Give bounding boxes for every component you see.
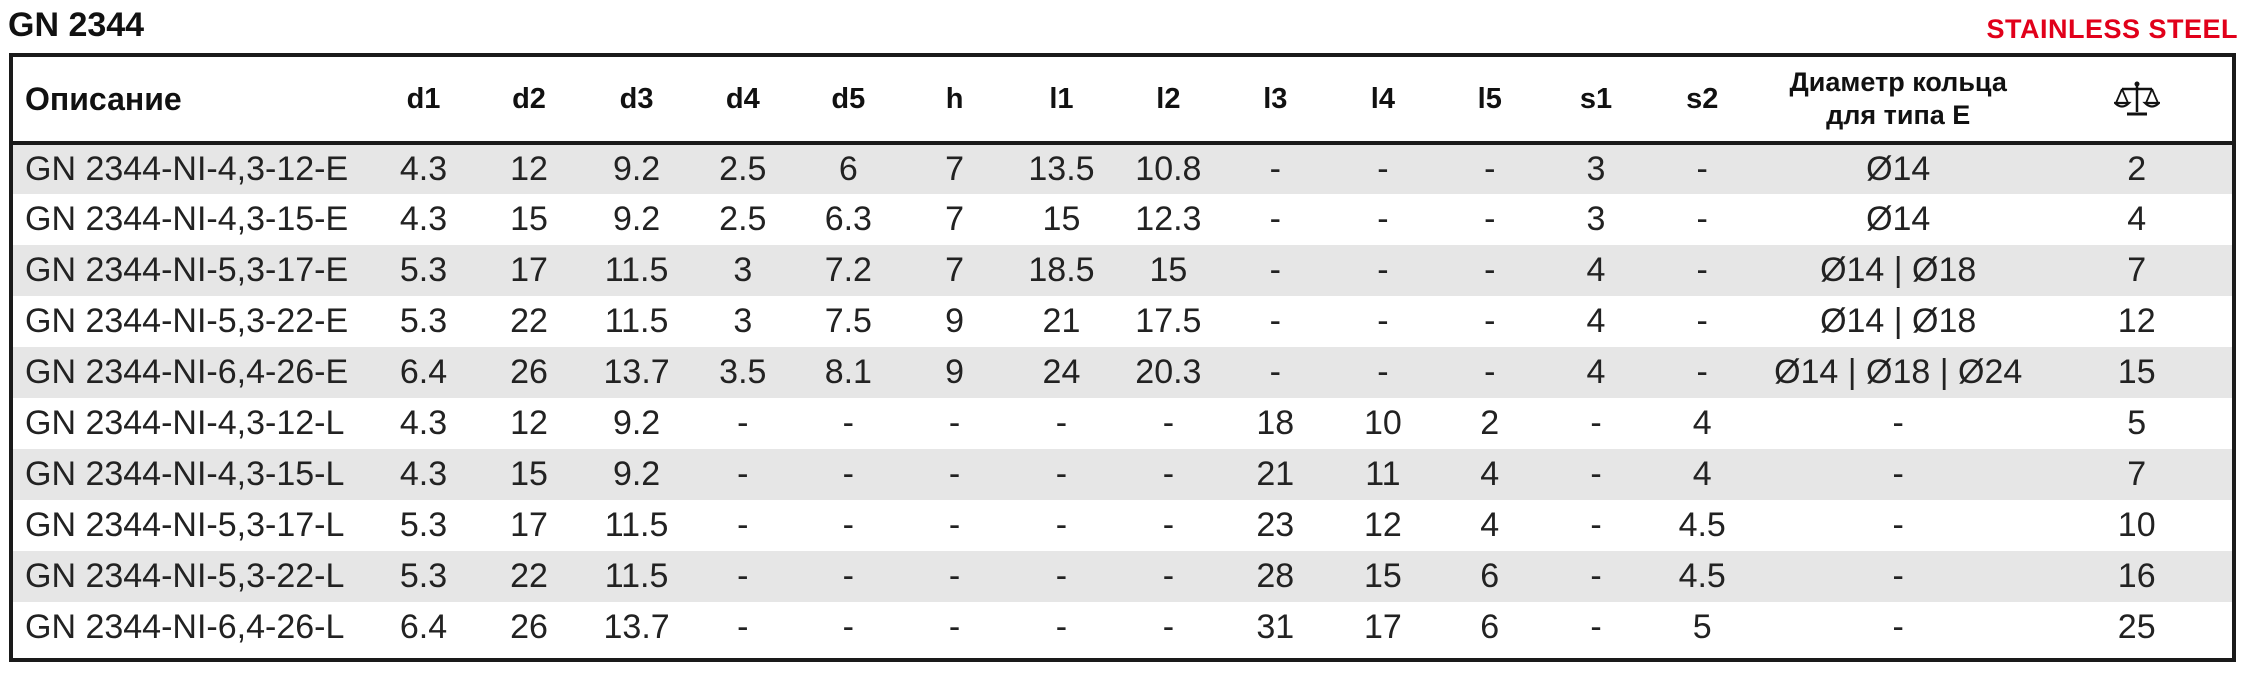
column-header-d3: d3 [583, 57, 690, 143]
cell-s1: 4 [1543, 347, 1650, 398]
column-header-ring-diameter [1755, 57, 2041, 143]
column-header-s2: s2 [1649, 57, 1755, 143]
cell-l4: - [1329, 245, 1437, 296]
cell-d3: 11.5 [583, 551, 690, 602]
cell-d5: 7.2 [796, 245, 902, 296]
table-row [13, 602, 2232, 653]
ring-header-line-2: для типа E [1826, 100, 1971, 130]
cell-l2: - [1115, 449, 1222, 500]
column-header-s1: s1 [1543, 57, 1650, 143]
cell-ring-diameter: - [1755, 449, 2041, 500]
cell-weight: 25 [2041, 602, 2232, 653]
cell-weight: 12 [2041, 296, 2232, 347]
cell-l4: 11 [1329, 449, 1437, 500]
cell-l3: - [1222, 194, 1329, 245]
table-row [13, 500, 2232, 551]
cell-d1: 5.3 [372, 296, 475, 347]
column-header-l4: l4 [1329, 57, 1437, 143]
cell-l5: 6 [1437, 551, 1543, 602]
cell-weight: 10 [2041, 500, 2232, 551]
cell-weight: 5 [2041, 398, 2232, 449]
cell-d3: 11.5 [583, 500, 690, 551]
cell-d1: 4.3 [372, 194, 475, 245]
cell-d2: 22 [475, 551, 583, 602]
cell-d2: 15 [475, 449, 583, 500]
cell-d1: 4.3 [372, 398, 475, 449]
cell-description: GN 2344-NI-6,4-26-L [13, 602, 372, 653]
cell-d4: - [690, 449, 796, 500]
cell-weight: 7 [2041, 449, 2232, 500]
cell-s1: - [1543, 449, 1650, 500]
cell-ring-diameter: Ø14 | Ø18 [1755, 245, 2041, 296]
cell-d5: - [796, 602, 902, 653]
cell-l4: - [1329, 296, 1437, 347]
cell-weight: 2 [2041, 143, 2232, 194]
cell-d4: - [690, 500, 796, 551]
table-body [13, 143, 2232, 653]
cell-ring-diameter: - [1755, 602, 2041, 653]
cell-d3: 13.7 [583, 602, 690, 653]
cell-l5: - [1437, 245, 1543, 296]
cell-l4: - [1329, 143, 1437, 194]
material-label: STAINLESS STEEL [1986, 14, 2238, 44]
cell-l1: 15 [1008, 194, 1115, 245]
cell-l2: 20.3 [1115, 347, 1222, 398]
cell-h: - [901, 551, 1008, 602]
cell-weight: 15 [2041, 347, 2232, 398]
cell-d4: 3.5 [690, 347, 796, 398]
cell-h: - [901, 449, 1008, 500]
cell-d2: 12 [475, 143, 583, 194]
cell-ring-diameter: Ø14 | Ø18 [1755, 296, 2041, 347]
cell-description: GN 2344-NI-5,3-22-L [13, 551, 372, 602]
cell-s1: - [1543, 551, 1650, 602]
cell-d4: 3 [690, 245, 796, 296]
cell-l4: 12 [1329, 500, 1437, 551]
cell-description: GN 2344-NI-4,3-15-E [13, 194, 372, 245]
column-header-description: Описание [13, 57, 372, 143]
table-row [13, 245, 2232, 296]
cell-d3: 13.7 [583, 347, 690, 398]
cell-s1: - [1543, 500, 1650, 551]
column-header-d5: d5 [796, 57, 902, 143]
column-header-weight [2041, 57, 2232, 143]
column-header-l5: l5 [1437, 57, 1543, 143]
cell-l5: 4 [1437, 500, 1543, 551]
cell-ring-diameter: - [1755, 551, 2041, 602]
cell-d1: 4.3 [372, 449, 475, 500]
cell-d3: 9.2 [583, 194, 690, 245]
cell-d3: 11.5 [583, 296, 690, 347]
cell-l1: 21 [1008, 296, 1115, 347]
cell-description: GN 2344-NI-5,3-17-E [13, 245, 372, 296]
cell-d4: - [690, 398, 796, 449]
cell-d2: 12 [475, 398, 583, 449]
cell-d5: - [796, 398, 902, 449]
cell-d2: 17 [475, 500, 583, 551]
cell-l2: - [1115, 602, 1222, 653]
cell-d5: 7.5 [796, 296, 902, 347]
cell-description: GN 2344-NI-6,4-26-E [13, 347, 372, 398]
cell-d5: 6 [796, 143, 902, 194]
cell-d4: 3 [690, 296, 796, 347]
cell-d5: 6.3 [796, 194, 902, 245]
cell-l3: 18 [1222, 398, 1329, 449]
cell-d3: 11.5 [583, 245, 690, 296]
cell-h: 9 [901, 296, 1008, 347]
cell-description: GN 2344-NI-4,3-12-L [13, 398, 372, 449]
cell-d1: 5.3 [372, 245, 475, 296]
cell-description: GN 2344-NI-5,3-17-L [13, 500, 372, 551]
cell-ring-diameter: Ø14 [1755, 143, 2041, 194]
table-row [13, 398, 2232, 449]
cell-l3: 31 [1222, 602, 1329, 653]
page-header [0, 0, 2246, 50]
cell-weight: 4 [2041, 194, 2232, 245]
cell-s2: - [1649, 194, 1755, 245]
cell-l2: 12.3 [1115, 194, 1222, 245]
cell-l5: 4 [1437, 449, 1543, 500]
cell-d3: 9.2 [583, 398, 690, 449]
cell-s2: - [1649, 245, 1755, 296]
cell-s2: - [1649, 296, 1755, 347]
cell-l4: - [1329, 194, 1437, 245]
column-header-d4: d4 [690, 57, 796, 143]
cell-l4: - [1329, 347, 1437, 398]
cell-d2: 22 [475, 296, 583, 347]
cell-d1: 5.3 [372, 551, 475, 602]
cell-s2: 4 [1649, 398, 1755, 449]
cell-h: 9 [901, 347, 1008, 398]
cell-description: GN 2344-NI-4,3-12-E [13, 143, 372, 194]
column-header-l2: l2 [1115, 57, 1222, 143]
cell-s2: 4.5 [1649, 551, 1755, 602]
cell-l2: 15 [1115, 245, 1222, 296]
cell-l4: 17 [1329, 602, 1437, 653]
cell-d3: 9.2 [583, 449, 690, 500]
cell-l3: 23 [1222, 500, 1329, 551]
cell-l3: - [1222, 245, 1329, 296]
cell-l1: - [1008, 449, 1115, 500]
cell-l2: - [1115, 398, 1222, 449]
column-header-l3: l3 [1222, 57, 1329, 143]
specification-table-frame [9, 53, 2236, 662]
table-row [13, 296, 2232, 347]
cell-ring-diameter: Ø14 [1755, 194, 2041, 245]
cell-h: - [901, 398, 1008, 449]
cell-l5: 6 [1437, 602, 1543, 653]
cell-d2: 26 [475, 347, 583, 398]
cell-l5: 2 [1437, 398, 1543, 449]
product-code-title: GN 2344 [8, 6, 145, 44]
cell-l3: 21 [1222, 449, 1329, 500]
cell-l5: - [1437, 194, 1543, 245]
cell-l1: 18.5 [1008, 245, 1115, 296]
column-header-l1: l1 [1008, 57, 1115, 143]
table-row [13, 347, 2232, 398]
cell-l2: - [1115, 500, 1222, 551]
cell-d4: - [690, 551, 796, 602]
cell-l1: - [1008, 602, 1115, 653]
cell-l5: - [1437, 347, 1543, 398]
column-header-d1: d1 [372, 57, 475, 143]
table-row [13, 194, 2232, 245]
cell-l2: - [1115, 551, 1222, 602]
cell-h: - [901, 500, 1008, 551]
cell-l2: 10.8 [1115, 143, 1222, 194]
cell-l3: 28 [1222, 551, 1329, 602]
cell-d1: 4.3 [372, 143, 475, 194]
cell-d1: 6.4 [372, 347, 475, 398]
cell-d2: 26 [475, 602, 583, 653]
cell-l1: - [1008, 551, 1115, 602]
cell-h: 7 [901, 194, 1008, 245]
cell-l5: - [1437, 143, 1543, 194]
cell-ring-diameter: - [1755, 500, 2041, 551]
cell-description: GN 2344-NI-5,3-22-E [13, 296, 372, 347]
cell-d5: - [796, 500, 902, 551]
ring-header-line-1: Диаметр кольца [1789, 67, 2007, 97]
cell-l5: - [1437, 296, 1543, 347]
cell-d4: 2.5 [690, 143, 796, 194]
cell-weight: 16 [2041, 551, 2232, 602]
cell-l1: - [1008, 398, 1115, 449]
cell-l4: 10 [1329, 398, 1437, 449]
cell-d2: 15 [475, 194, 583, 245]
cell-l2: 17.5 [1115, 296, 1222, 347]
cell-d4: - [690, 602, 796, 653]
cell-s1: 4 [1543, 296, 1650, 347]
cell-h: 7 [901, 245, 1008, 296]
cell-s2: 5 [1649, 602, 1755, 653]
cell-l4: 15 [1329, 551, 1437, 602]
cell-d4: 2.5 [690, 194, 796, 245]
table-row [13, 143, 2232, 194]
cell-description: GN 2344-NI-4,3-15-L [13, 449, 372, 500]
cell-d5: 8.1 [796, 347, 902, 398]
cell-d5: - [796, 551, 902, 602]
cell-l1: 13.5 [1008, 143, 1115, 194]
cell-d5: - [796, 449, 902, 500]
cell-l3: - [1222, 347, 1329, 398]
column-header-d2: d2 [475, 57, 583, 143]
cell-h: - [901, 602, 1008, 653]
cell-s1: 3 [1543, 143, 1650, 194]
cell-d1: 6.4 [372, 602, 475, 653]
cell-d1: 5.3 [372, 500, 475, 551]
cell-s1: 3 [1543, 194, 1650, 245]
cell-ring-diameter: - [1755, 398, 2041, 449]
cell-s2: - [1649, 143, 1755, 194]
cell-s1: 4 [1543, 245, 1650, 296]
cell-l1: 24 [1008, 347, 1115, 398]
cell-weight: 7 [2041, 245, 2232, 296]
cell-ring-diameter: Ø14 | Ø18 | Ø24 [1755, 347, 2041, 398]
column-header-h: h [901, 57, 1008, 143]
table-row [13, 551, 2232, 602]
table-row [13, 449, 2232, 500]
cell-s2: - [1649, 347, 1755, 398]
cell-s2: 4.5 [1649, 500, 1755, 551]
cell-s1: - [1543, 602, 1650, 653]
cell-s2: 4 [1649, 449, 1755, 500]
cell-d2: 17 [475, 245, 583, 296]
table-header-row [13, 57, 2232, 143]
cell-l3: - [1222, 143, 1329, 194]
cell-h: 7 [901, 143, 1008, 194]
specification-table [13, 57, 2232, 653]
cell-l1: - [1008, 500, 1115, 551]
cell-l3: - [1222, 296, 1329, 347]
scale-icon [2114, 79, 2160, 119]
cell-s1: - [1543, 398, 1650, 449]
cell-d3: 9.2 [583, 143, 690, 194]
